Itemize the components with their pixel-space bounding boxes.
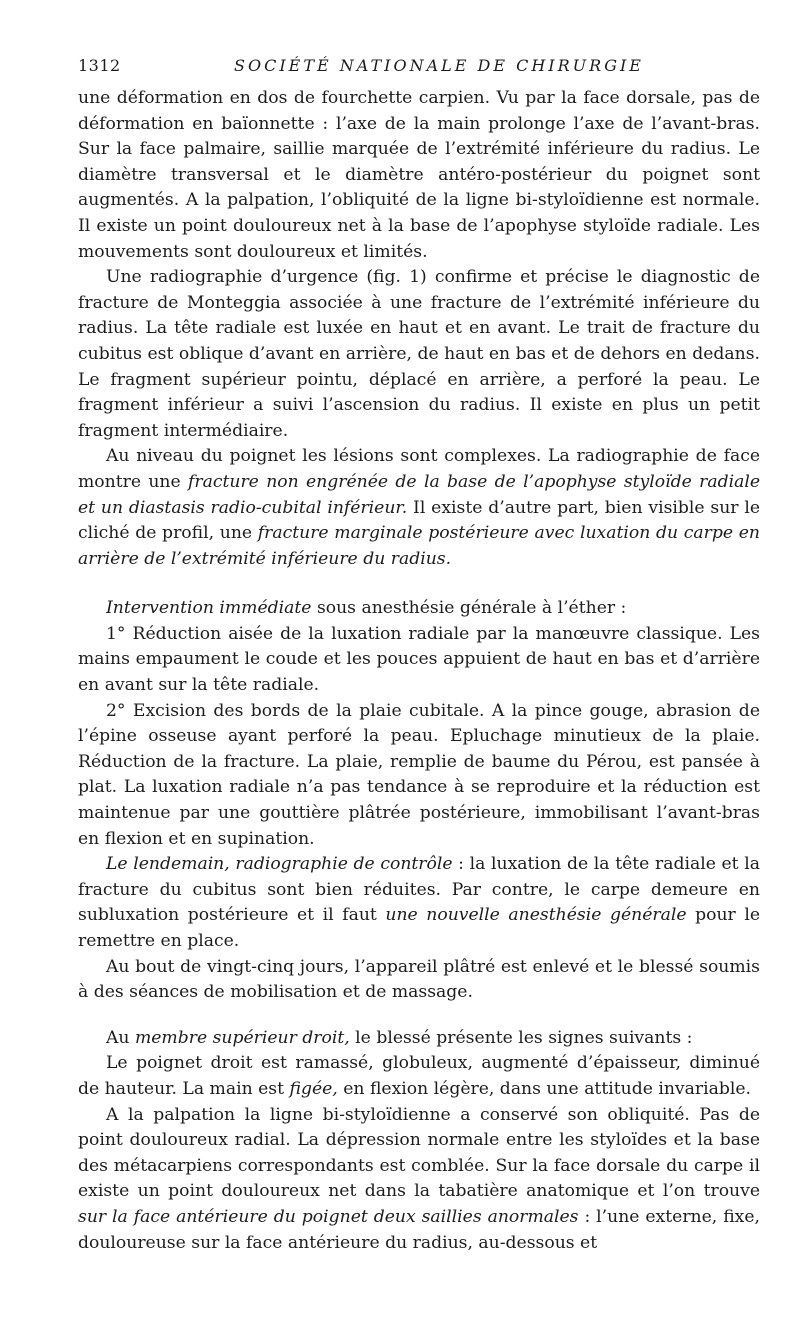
text-run: pour le remettre en place.: [78, 905, 760, 951]
text-run: une déformation en dos de fourchette carpien. Vu par la face dorsale, pas de déformation en baïonnette : l’axe de la main prolonge l’axe de l’avant-bras. Sur la face palmaire, saillie marquée de l’extrémité inférieure du radius. Le diamètre transversal et le diamètre antéro-postérieur du poignet sont augmentés. A la palpation, l’obliquité de la ligne bi-styloïdienne est normale. Il existe un point douloureux net à la base de l’apophyse styloïde radiale. Les mouvements sont douloureux et limités.: [78, 88, 760, 262]
journal-title: SOCIÉTÉ NATIONALE DE CHIRURGIE: [234, 56, 644, 75]
paragraph: [78, 699, 760, 853]
page-number: 1312: [78, 56, 121, 75]
text-run: Il existe d’autre part, bien visible sur le cliché de profil, une: [78, 497, 760, 544]
paragraph: [78, 265, 760, 444]
paragraph: [78, 1103, 760, 1257]
text-run: le blessé présente les signes suivants :: [349, 1027, 693, 1048]
paragraph: [78, 1051, 760, 1102]
text-run: 2° Excision des bords de la plaie cubitale. A la pince gouge, abrasion de l’épine osseuse ayant perforé la peau. Epluchage minutieux de la plaie. Réduction de la fracture. La plaie, remplie de baume du Pérou, est pansée à plat. La luxation radiale n’a pas tendance à se reproduire et la réduction est maintenue par une gouttière plâtrée postérieure, immobilisant l’avant-bras en flexion et en supination.: [78, 700, 760, 849]
text-run: Au niveau du poignet les lésions sont complexes. La radiographie de face montre une: [78, 446, 760, 492]
italic-text: fracture marginale postérieure avec luxation du carpe en arrière de l’extrémité inférieure du radius.: [78, 523, 760, 569]
text-run: Au bout de vingt-cinq jours, l’appareil plâtré est enlevé et le blessé soumis à des séances de mobilisation et de massage.: [78, 956, 760, 1003]
italic-text: Intervention immédiate: [106, 598, 312, 619]
text-run: Au: [106, 1027, 135, 1048]
italic-text: sur la face antérieure du poignet deux saillies anormales: [78, 1206, 579, 1227]
text-run: : la luxation de la tête radiale et la fracture du cubitus sont bien réduites. Par contre, le carpe demeure en subluxation postérieure et il faut: [78, 854, 760, 926]
paragraph: [78, 955, 760, 1006]
italic-text: Le lendemain, radiographie de contrôle: [106, 854, 453, 875]
text-run: Une radiographie d’urgence (fig. 1) confirme et précise le diagnostic de fracture de Monteggia associée à une fracture de l’extrémité inférieure du radius. La tête radiale est luxée en haut et en avant. Le trait de fracture du cubitus est oblique d’avant en arrière, de haut en bas et de dehors en dedans. Le fragment supérieur pointu, déplacé en arrière, a perforé la peau. Le fragment inférieur a suivi l’ascension du radius. Il existe en plus un petit fragment intermédiaire.: [78, 267, 760, 441]
running-head: [78, 56, 760, 80]
text-run: : l’une externe, fixe, douloureuse sur la face antérieure du radius, au-dessous et: [78, 1206, 760, 1253]
article-body: [78, 86, 760, 1256]
text-run: A la palpation la ligne bi-styloïdienne a conservé son obliquité. Pas de point douloureux radial. La dépression normale entre les styloïdes et la base des métacarpiens correspondants est comblée. Sur la face dorsale du carpe il existe un point douloureux net dans la tabatière anatomique et l’on trouve: [78, 1104, 760, 1202]
paragraph: [78, 596, 760, 622]
paragraph: [78, 622, 760, 699]
paragraph: [78, 444, 760, 572]
italic-text: fracture non engrénée de la base de l’apophyse styloïde radiale et un diastasis radio-cubital inférieur.: [78, 471, 761, 518]
text-run: Le poignet droit est ramassé, globuleux, augmenté d’épaisseur, diminué de hauteur. La main est: [78, 1053, 760, 1099]
text-run: 1° Réduction aisée de la luxation radiale par la manœuvre classique. Les mains empaument le coude et les pouces appuient de haut en bas et d’arrière en avant sur la tête radiale.: [78, 623, 760, 696]
text-run: sous anesthésie générale à l’éther :: [311, 598, 627, 619]
italic-text: une nouvelle anesthésie générale: [385, 905, 687, 926]
paragraph: [78, 852, 760, 954]
paragraph: [78, 86, 760, 265]
paragraph: [78, 1026, 760, 1052]
italic-text: membre supérieur droit,: [134, 1027, 350, 1048]
text-run: en flexion légère, dans une attitude invariable.: [337, 1078, 751, 1099]
italic-text: figée,: [289, 1078, 338, 1099]
